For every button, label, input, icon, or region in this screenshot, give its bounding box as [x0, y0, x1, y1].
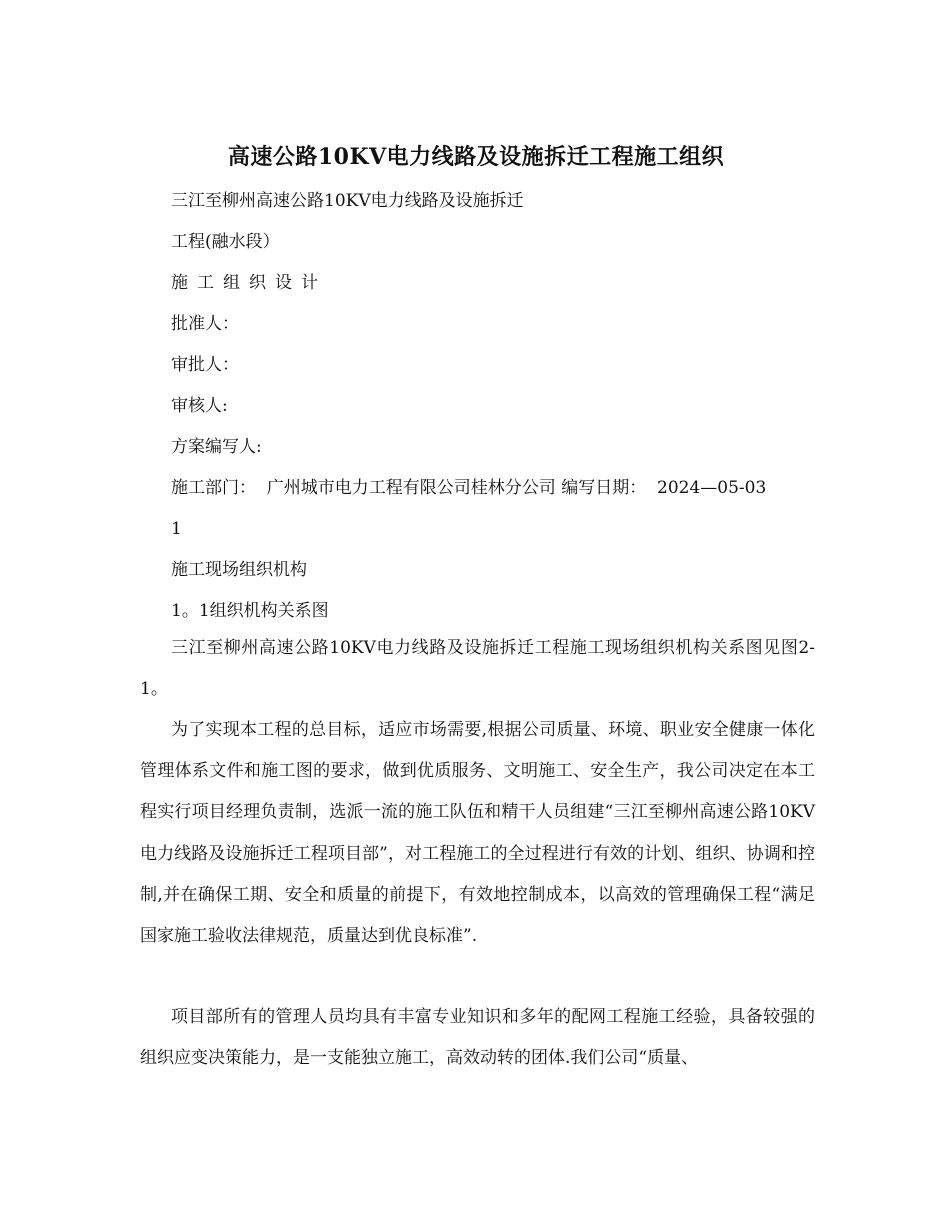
checker-label: 审核人: — [171, 396, 228, 416]
paragraph-figure-reference: 三江至柳州高速公路10KV电力线路及设施拆迁工程施工现场组织机构关系图见图2-1。 — [140, 638, 815, 700]
reviewer-label: 审批人： — [171, 355, 239, 375]
project-name-line-2: 工程(融水段） — [171, 232, 280, 252]
design-heading: 施工组织设计 — [171, 273, 327, 293]
section-number: 1 — [171, 519, 182, 539]
approver-label: 批准人： — [171, 314, 239, 334]
paragraph-project-goal: 为了实现本工程的总目标，适应市场需要,根据公司质量、环境、职业安全健康一体化管理体系文件和施工图的要求，做到优质服务、文明施工、安全生产，我公司决定在本工程实行项目经理负责制，选派一流的施工队伍和精干人员组建“三江至柳州高速公路10KV电力线路及设施拆迁工程项目部”，对工程施工的全过程进行有效的计划、组织、协调和控制,并在确保工期、安全和质量的前提下，有效地控制成本，以高效的管理确保工程“满足国家施工验收法律规范，质量达到优良标准”. — [140, 720, 815, 947]
document-title: 高速公路10KV电力线路及设施拆迁工程施工组织 — [227, 144, 725, 170]
author-label: 方案编写人: — [171, 437, 262, 457]
subsection-heading: 1。1组织机构关系图 — [171, 601, 329, 621]
project-name-line-1: 三江至柳州高速公路10KV电力线路及设施拆迁 — [171, 191, 524, 211]
department-date-line: 施工部门： 广州城市电力工程有限公司桂林分公司 编写日期： 2024—05-03 — [171, 478, 767, 498]
paragraph-management-team: 项目部所有的管理人员均具有丰富专业知识和多年的配网工程施工经验，具备较强的组织应变决策能力，是一支能独立施工，高效动转的团体.我们公司“质量、 — [140, 1007, 815, 1069]
section-heading: 施工现场组织机构 — [171, 560, 307, 580]
